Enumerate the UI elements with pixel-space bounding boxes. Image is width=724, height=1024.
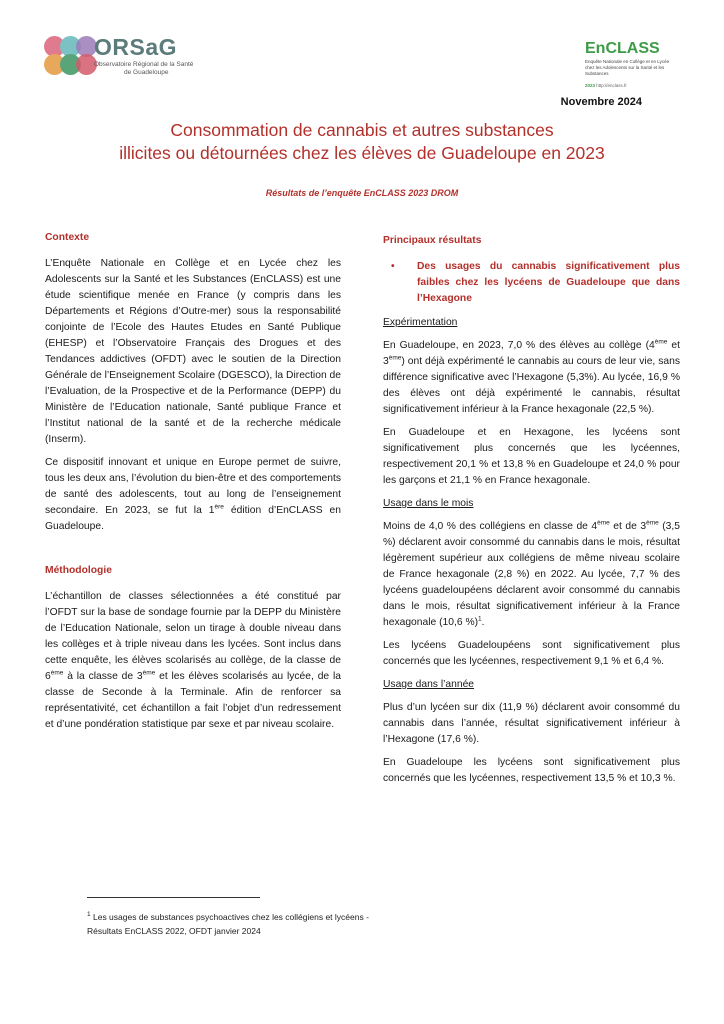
methodologie-paragraph [45,589,341,733]
methodo-sup-1: ème [50,669,64,677]
enclass-year-line [585,83,627,88]
usage-annee-paragraph-2: En Guadeloupe les lycéens sont significativement plus concernés que les lycéennes, respectivement 13,5 % et 10,3 %. [383,757,680,784]
key-finding-text: Des usages du cannabis significativement plus faibles chez les lycéens de Guadeloupe que dans l’Hexagone [417,261,680,304]
usage-annee-heading: Usage dans l’année [383,679,475,690]
orsag-subtitle-line2: de Guadeloupe [124,69,169,76]
key-finding-bullet [383,259,680,307]
experimentation-paragraph-2: En Guadeloupe et en Hexagone, les lycéens sont significativement plus concernés que les lycéennes, respectivement 20,1 % et 13,8 % en Guadeloupe et 24,0 % pour les garçons et 21,1 % en France hexagonale. [383,427,680,486]
contexte-p2-sup: ère [214,503,224,511]
mois-p1-text-d: . [481,617,485,628]
results-heading: Principaux résultats [383,235,482,246]
footnote [87,910,387,938]
methodo-text-a: L’échantillon de classes sélectionnées a été constitué par l’OFDT sur la base de sondage fournie par la DEPP du Ministère de l’Education Nationale, selon un tirage à double niveau dans les collèges et à triple niveau dans les lycées. Sont inclus dans cette enquête, les élèves scolarisés au collège, de la classe de 6 [45,591,341,682]
exp-p1-sup-1: ème [654,338,668,346]
usage-mois-paragraph-1 [383,519,680,631]
contexte-paragraph-1: L’Enquête Nationale en Collège et en Lycée chez les Adolescents sur la Santé et les Substances (EnCLASS) est une étude scientifique menée en France (y compris dans les Départements et Régions d’Outre-mer) sous la responsabilité conjointe de l’Ecole des Hautes Etudes en Santé Publique (EHESP) et l’Observatoire Français des Drogues et des Tendances addictives (OFDT) avec le soutien de la Direction Générale de l’Enseignement Scolaire (DGESCO), la Direction de l’Evaluation, de la Prospective et de la Performance (DEPP) du Ministère de l’Education nationale, Santé publique France et l’Institut national de la santé et de la recherche médicale (Inserm). [45,258,341,445]
page-subtitle: Résultats de l’enquête EnCLASS 2023 DROM [265,188,459,198]
exp-p1-sup-2: ème [388,354,402,362]
contexte-p2-text-a: Ce dispositif innovant et unique en Europe permet de suivre, tous les deux ans, l’évolution du bien-être et des comportements de santé des adolescents, tout au long de l’enseignement secondaire. En 2023, se fut la 1 [45,457,341,516]
left-column [45,230,341,740]
mois-p1-sup-1: ème [597,519,610,527]
methodo-text-b: à la classe de 3 [63,671,143,682]
footnote-number: 1 [87,911,91,919]
enclass-subtitle-line2: chez les Adolescents sur la Santé et les Substances [585,65,665,76]
methodo-sup-2: ème [142,669,156,677]
enclass-url[interactable]: http://enclass.fr [596,83,627,88]
mois-p1-sup-2: ème [646,519,659,527]
report-date: Novembre 2024 [560,96,642,108]
exp-p1-text-c: ) ont déjà expérimenté le cannabis au cours de leur vie, sans différence significative avec l’Hexagone (5,3%). Au lycée, 16,9 % des élèves ont déjà expérimenté le cannabis, résultat significativement inférieur à la France hexagonale (22,5 %). [383,356,680,415]
enclass-subtitle-line1: Enquête Nationale en Collège et en Lycée [585,59,670,64]
enclass-year: 2023 [585,83,596,88]
usage-mois-paragraph-2: Les lycéens Guadeloupéens sont significativement plus concernés que les lycéennes, respectivement 9,1 % et 6,4 %. [383,640,680,667]
exp-p1-text-a: En Guadeloupe, en 2023, 7,0 % des élèves au collège (4 [383,340,655,351]
footnote-text: Les usages de substances psychoactives chez les collégiens et lycéens - Résultats EnCLASS 2022, OFDT janvier 2024 [87,912,369,936]
mois-p1-text-c: (3,5 %) déclarent avoir consommé du cannabis dans le mois, résultat légèrement supérieur aux collégiens de même niveau scolaire de France hexagonale (2,8 %) en 2022. Au lycée, 7,7 % des lycéens guadeloupéens déclarent avoir consommé du cannabis dans le mois, résultat significativement inférieur à la France hexagonale (10,6 %) [383,521,680,628]
usage-annee-paragraph-1: Plus d’un lycéen sur dix (11,9 %) déclarent avoir consommé du cannabis dans l’année, résultat significativement inférieur à l’Hexagone (17,6 %). [383,702,680,745]
orsag-subtitle-line1: Observatoire Régional de la Santé [94,61,194,68]
orsag-subtitle [94,61,214,77]
orsag-name: ORSaG [94,34,178,60]
experimentation-heading: Expérimentation [383,317,458,328]
usage-mois-heading: Usage dans le mois [383,498,474,509]
experimentation-paragraph-1 [383,338,680,418]
mois-p1-text-a: Moins de 4,0 % des collégiens en classe de 4 [383,521,598,532]
enclass-name: EnCLASS [585,40,660,57]
methodologie-heading: Méthodologie [45,565,112,576]
page-title-line2: illicites ou détournées chez les élèves de Guadeloupe en 2023 [119,143,605,163]
footnote-ref[interactable]: 1 [478,615,482,623]
exp-p1-text-b: et 3 [383,340,680,367]
contexte-paragraph-2 [45,455,341,535]
enclass-subtitle [585,59,685,77]
orsag-logo [40,34,215,84]
page-title-line1: Consommation de cannabis et autres substances [170,120,554,140]
bullet-icon: • [391,261,395,272]
contexte-heading: Contexte [45,232,90,243]
contexte-p2-text-b: édition d’EnCLASS en Guadeloupe. [45,505,341,532]
mois-p1-text-b: et de 3 [609,521,647,532]
orsag-circles-icon [40,34,96,80]
enclass-logo [585,40,685,100]
right-column [383,233,680,794]
methodo-text-c: et les élèves scolarisés au lycée, de la classe de Seconde à la Terminale. Afin de renforcer sa représentativité, cet échantillon a fait l’objet d’un redressement et d’une pondération statistique par sexe et par niveau scolaire. [45,671,341,730]
footnote-divider [87,897,260,898]
